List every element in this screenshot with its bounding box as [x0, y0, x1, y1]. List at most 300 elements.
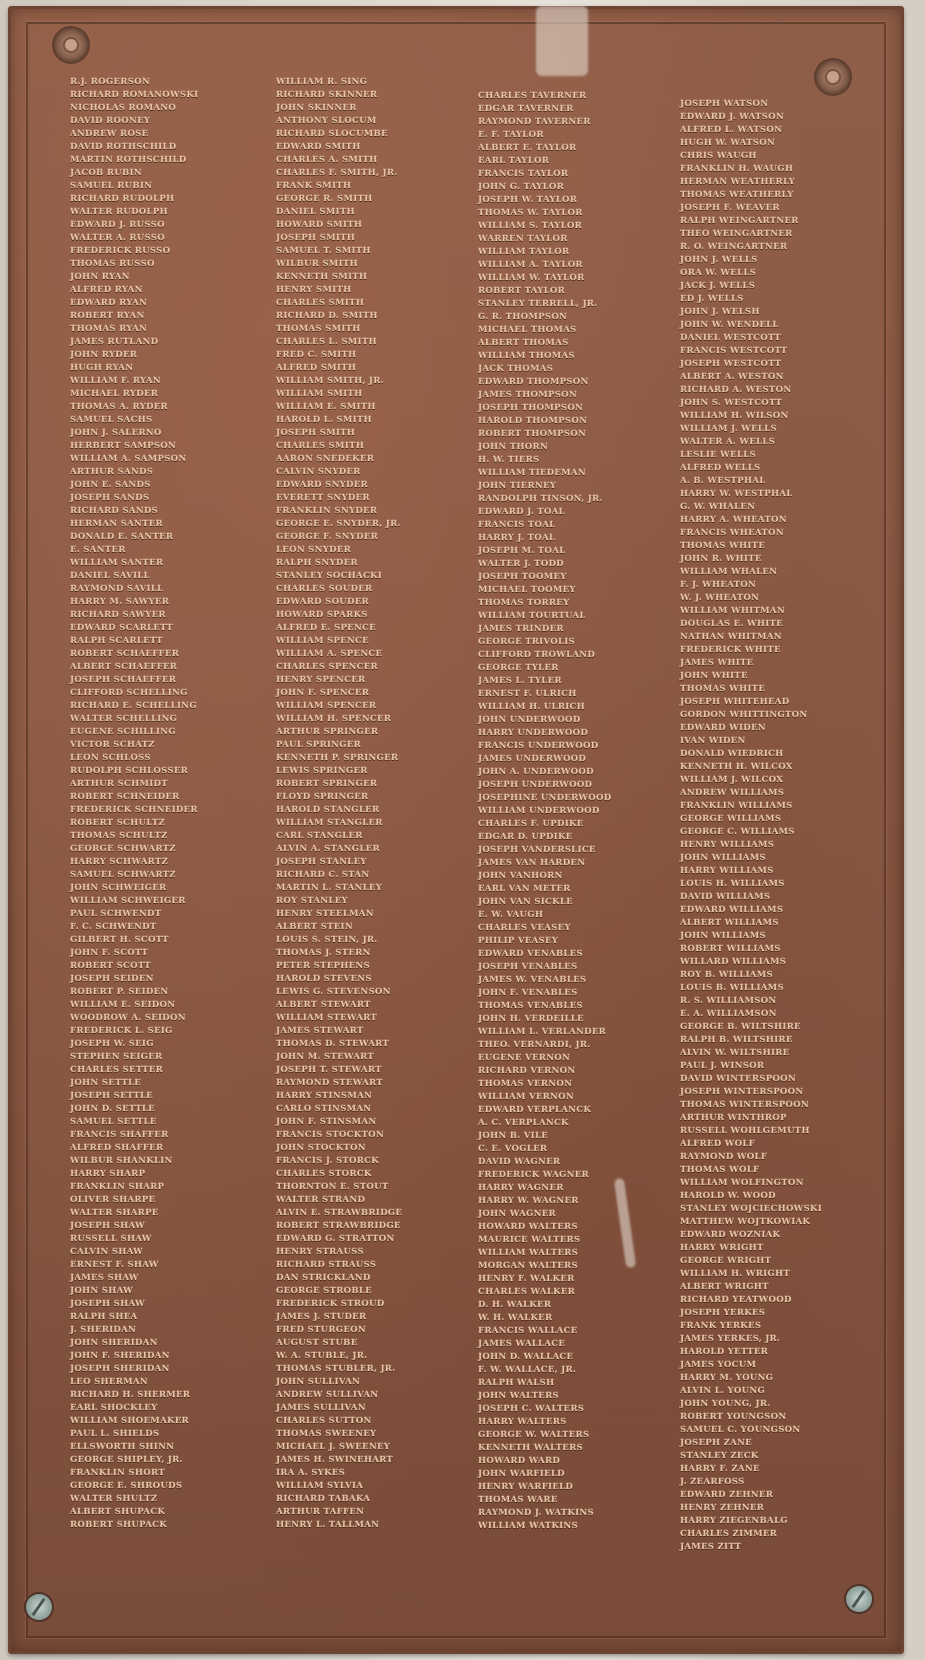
engraved-name: JAMES YOCUM	[680, 1360, 757, 1370]
engraved-name: JOHN J. WELLS	[680, 255, 758, 265]
engraved-name: ALBERT STEIN	[276, 922, 353, 932]
mounting-bolt-bottom-left	[26, 1594, 52, 1620]
engraved-name: FREDERICK SCHNEIDER	[70, 805, 198, 815]
engraved-name: JOHN THORN	[478, 442, 549, 452]
engraved-name: JOHN H. VERDEILLE	[478, 1014, 584, 1024]
engraved-name: ANDREW SULLIVAN	[276, 1390, 379, 1400]
engraved-name: JOHN WAGNER	[478, 1209, 556, 1219]
engraved-name: WILLIAM TAYLOR	[478, 247, 570, 257]
engraved-name: OLIVER SHARPE	[70, 1195, 156, 1205]
engraved-name: HAROLD STEVENS	[276, 974, 372, 984]
engraved-name: JOHN E. SANDS	[70, 480, 151, 490]
engraved-name: JOHN F. SHERIDAN	[70, 1351, 170, 1361]
engraved-name: EDWARD WIDEN	[680, 723, 766, 733]
engraved-name: JOSEPH SMITH	[276, 428, 356, 438]
engraved-name: ALFRED WELLS	[680, 463, 761, 473]
engraved-name: JOSEPH THOMPSON	[478, 403, 584, 413]
engraved-name: ALFRED E. SPENCE	[276, 623, 376, 633]
engraved-name: WILLIAM WHALEN	[680, 567, 778, 577]
engraved-name: JOSEPH UNDERWOOD	[478, 780, 593, 790]
engraved-name: CHARLES VEASEY	[478, 923, 571, 933]
engraved-name: GEORGE WILLIAMS	[680, 814, 782, 824]
engraved-name: JOSEPH WINTERSPOON	[680, 1087, 804, 1097]
name-column-4	[680, 98, 822, 1554]
engraved-name: STANLEY WOJCIECHOWSKI	[680, 1204, 823, 1214]
engraved-name: GEORGE E. SNYDER, JR.	[276, 519, 401, 529]
engraved-name: JAMES YERKES, JR.	[680, 1334, 781, 1344]
engraved-name: JAMES H. SWINEHART	[276, 1455, 394, 1465]
engraved-name: RALPH B. WILTSHIRE	[680, 1035, 793, 1045]
engraved-name: R. S. WILLIAMSON	[680, 996, 777, 1006]
engraved-name: DOUGLAS E. WHITE	[680, 619, 783, 629]
engraved-name: HAROLD YETTER	[680, 1347, 769, 1357]
engraved-name: HENRY STEELMAN	[276, 909, 374, 919]
engraved-name: GEORGE W. WALTERS	[478, 1430, 590, 1440]
engraved-name: CHRIS WAUGH	[680, 151, 757, 161]
engraved-name: VICTOR SCHATZ	[70, 740, 155, 750]
engraved-name: ERNEST F. ULRICH	[478, 689, 577, 699]
engraved-name: JOHN SULLIVAN	[276, 1377, 361, 1387]
engraved-name: FREDERICK STROUD	[276, 1299, 385, 1309]
engraved-name: JOHN WILLIAMS	[680, 853, 766, 863]
engraved-name: JAMES WHITE	[680, 658, 754, 668]
engraved-name: DANIEL SMITH	[276, 207, 355, 217]
engraved-name: EDWARD THOMPSON	[478, 377, 589, 387]
engraved-name: JOHN W. WENDELL	[680, 320, 779, 330]
engraved-name: JOSEPH YERKES	[680, 1308, 766, 1318]
engraved-name: EUGENE SCHILLING	[70, 727, 176, 737]
engraved-name: EDGAR D. UPDIKE	[478, 832, 573, 842]
engraved-name: THORNTON E. STOUT	[276, 1182, 389, 1192]
engraved-name: HOWARD SMITH	[276, 220, 363, 230]
engraved-name: THOMAS J. STERN	[276, 948, 371, 958]
engraved-name: JOSEPH SMITH	[276, 233, 356, 243]
engraved-name: CHARLES ZIMMER	[680, 1529, 778, 1539]
engraved-name: HARRY M. SAWYER	[70, 597, 170, 607]
engraved-name: RICHARD TABAKA	[276, 1494, 371, 1504]
engraved-name: RALPH SNYDER	[276, 558, 358, 568]
engraved-name: DAVID WAGNER	[478, 1157, 561, 1167]
engraved-name: FRANCIS WALLACE	[478, 1326, 578, 1336]
engraved-name: FRANCIS WESTCOTT	[680, 346, 788, 356]
engraved-name: ARTHUR SCHMIDT	[70, 779, 168, 789]
engraved-name: HENRY ZEHNER	[680, 1503, 765, 1513]
engraved-name: WILLIAM WHITMAN	[680, 606, 785, 616]
engraved-name: ALBERT A. WESTON	[680, 372, 784, 382]
engraved-name: FRED STURGEON	[276, 1325, 366, 1335]
engraved-name: RICHARD SAWYER	[70, 610, 166, 620]
engraved-name: PAUL J. WINSOR	[680, 1061, 765, 1071]
engraved-name: GEORGE TRIVOLIS	[478, 637, 575, 647]
engraved-name: KENNETH SMITH	[276, 272, 368, 282]
engraved-name: FRANKLIN H. WAUGH	[680, 164, 794, 174]
engraved-name: ALBERT E. TAYLOR	[478, 143, 577, 153]
engraved-name: HARRY M. YOUNG	[680, 1373, 774, 1383]
engraved-name: DAVID ROTHSCHILD	[70, 142, 177, 152]
engraved-name: HARRY A. WHEATON	[680, 515, 787, 525]
engraved-name: CLIFFORD SCHELLING	[70, 688, 188, 698]
engraved-name: CHARLES SOUDER	[276, 584, 373, 594]
engraved-name: JOHN J. WELSH	[680, 307, 760, 317]
engraved-name: JAMES TRINDER	[478, 624, 564, 634]
engraved-name: W. A. STUBLE, JR.	[276, 1351, 368, 1361]
engraved-name: WILLIAM SPENCER	[276, 701, 377, 711]
engraved-name: JOHN TIERNEY	[478, 481, 557, 491]
engraved-name: THOMAS SWEENEY	[276, 1429, 377, 1439]
engraved-name: HARRY ZIEGENBALG	[680, 1516, 788, 1526]
engraved-name: THOMAS RYAN	[70, 324, 148, 334]
engraved-name: EARL SHOCKLEY	[70, 1403, 158, 1413]
engraved-name: DANIEL WESTCOTT	[680, 333, 781, 343]
engraved-name: CARLO STINSMAN	[276, 1104, 372, 1114]
engraved-name: JOSEPH WATSON	[680, 99, 769, 109]
engraved-name: CHARLES STORCK	[276, 1169, 372, 1179]
engraved-name: JOHN SKINNER	[276, 103, 357, 113]
engraved-name: RAYMOND J. WATKINS	[478, 1508, 594, 1518]
engraved-name: WILLIAM STANGLER	[276, 818, 383, 828]
engraved-name: ROBERT SCHAEFFER	[70, 649, 180, 659]
engraved-name: JOSEPH SHAW	[70, 1299, 145, 1309]
engraved-name: EDWARD J. WATSON	[680, 112, 784, 122]
engraved-name: ROBERT SCOTT	[70, 961, 151, 971]
engraved-name: JOSEPH SHAW	[70, 1221, 145, 1231]
engraved-name: THOMAS WHITE	[680, 684, 766, 694]
engraved-name: RICHARD H. SHERMER	[70, 1390, 191, 1400]
engraved-name: ALFRED RYAN	[70, 285, 143, 295]
engraved-name: CHARLES SMITH	[276, 298, 365, 308]
engraved-name: ROBERT THOMPSON	[478, 429, 587, 439]
engraved-name: C. E. VOGLER	[478, 1144, 548, 1154]
engraved-name: ARTHUR SPRINGER	[276, 727, 379, 737]
engraved-name: WALTER SHULTZ	[70, 1494, 158, 1504]
engraved-name: J. SHERIDAN	[70, 1325, 137, 1335]
engraved-name: THOMAS VERNON	[478, 1079, 573, 1089]
engraved-name: JACK THOMAS	[478, 364, 554, 374]
engraved-name: JOSEPHINE UNDERWOOD	[478, 793, 612, 803]
engraved-name: PAUL L. SHIELDS	[70, 1429, 160, 1439]
engraved-name: HERBERT SAMPSON	[70, 441, 177, 451]
engraved-name: AUGUST STUBE	[276, 1338, 358, 1348]
engraved-name: HAROLD THOMPSON	[478, 416, 588, 426]
engraved-name: CALVIN SHAW	[70, 1247, 144, 1257]
engraved-name: MICHAEL TOOMEY	[478, 585, 576, 595]
engraved-name: RAYMOND STEWART	[276, 1078, 383, 1088]
engraved-name: PAUL SCHWENDT	[70, 909, 162, 919]
engraved-name: WALTER J. TODD	[478, 559, 564, 569]
engraved-name: HENRY WARFIELD	[478, 1482, 574, 1492]
engraved-name: GEORGE F. SNYDER	[276, 532, 378, 542]
engraved-name: CHARLES SMITH	[276, 441, 365, 451]
engraved-name: ROBERT SCHULTZ	[70, 818, 165, 828]
engraved-name: EDWARD SOUDER	[276, 597, 369, 607]
engraved-name: WILLIAM SMITH, JR.	[276, 376, 384, 386]
engraved-name: JOHN SHAW	[70, 1286, 133, 1296]
engraved-name: WILLIAM UNDERWOOD	[478, 806, 600, 816]
engraved-name: RICHARD STRAUSS	[276, 1260, 377, 1270]
engraved-name: JOHN SETTLE	[70, 1078, 142, 1088]
engraved-name: CHARLES TAVERNER	[478, 91, 587, 101]
engraved-name: EDWARD RYAN	[70, 298, 148, 308]
engraved-name: HERMAN WEATHERLY	[680, 177, 796, 187]
engraved-name: JOSEPH C. WALTERS	[478, 1404, 585, 1414]
engraved-name: FRED C. SMITH	[276, 350, 357, 360]
name-column-1	[70, 76, 198, 1532]
engraved-name: DONALD WIEDRICH	[680, 749, 784, 759]
engraved-name: WOODROW A. SEIDON	[70, 1013, 186, 1023]
engraved-name: JOHN B. VILE	[478, 1131, 549, 1141]
engraved-name: HOWARD WALTERS	[478, 1222, 578, 1232]
engraved-name: F. J. WHEATON	[680, 580, 757, 590]
engraved-name: JOHN A. UNDERWOOD	[478, 767, 594, 777]
engraved-name: JOSEPH T. STEWART	[276, 1065, 382, 1075]
engraved-name: FRANCIS J. STORCK	[276, 1156, 379, 1166]
engraved-name: WALTER SCHELLING	[70, 714, 178, 724]
engraved-name: JAMES WALLACE	[478, 1339, 566, 1349]
engraved-name: JOHN J. SALERNO	[70, 428, 162, 438]
engraved-name: HERMAN SANTER	[70, 519, 163, 529]
engraved-name: D. H. WALKER	[478, 1300, 552, 1310]
engraved-name: CARL STANGLER	[276, 831, 363, 841]
engraved-name: ED J. WELLS	[680, 294, 744, 304]
engraved-name: ARTHUR TAFFEN	[276, 1507, 365, 1517]
engraved-name: LEWIS SPRINGER	[276, 766, 368, 776]
engraved-name: WALTER RUDOLPH	[70, 207, 168, 217]
engraved-name: HARRY W. WESTPHAL	[680, 489, 793, 499]
engraved-name: WILLIAM A. TAYLOR	[478, 260, 583, 270]
engraved-name: CHARLES SETTER	[70, 1065, 163, 1075]
engraved-name: ALVIN A. STANGLER	[276, 844, 380, 854]
engraved-name: RICHARD C. STAN	[276, 870, 370, 880]
engraved-name: FREDERICK L. SEIG	[70, 1026, 173, 1036]
engraved-name: JAMES SULLIVAN	[276, 1403, 366, 1413]
engraved-name: HENRY L. TALLMAN	[276, 1520, 380, 1530]
engraved-name: JAMES W. VENABLES	[478, 975, 587, 985]
engraved-name: SAMUEL SETTLE	[70, 1117, 157, 1127]
engraved-name: STANLEY TERRELL, JR.	[478, 299, 598, 309]
engraved-name: ELLSWORTH SHINN	[70, 1442, 175, 1452]
engraved-name: JOSEPH SETTLE	[70, 1091, 153, 1101]
engraved-name: THOMAS VENABLES	[478, 1001, 583, 1011]
engraved-name: ROBERT RYAN	[70, 311, 145, 321]
engraved-name: JOHN S. WESTCOTT	[680, 398, 783, 408]
engraved-name: LOUIS B. WILLIAMS	[680, 983, 784, 993]
engraved-name: A. B. WESTPHAL	[680, 476, 766, 486]
engraved-name: GEORGE STROBLE	[276, 1286, 372, 1296]
engraved-name: JOSEPH SHERIDAN	[70, 1364, 170, 1374]
engraved-name: HARRY WRIGHT	[680, 1243, 764, 1253]
engraved-name: ERNEST F. SHAW	[70, 1260, 159, 1270]
engraved-name: ROBERT YOUNGSON	[680, 1412, 787, 1422]
engraved-name: A. C. VERPLANCK	[478, 1118, 569, 1128]
engraved-name: FRANCIS SHAFFER	[70, 1130, 169, 1140]
engraved-name: RAYMOND WOLF	[680, 1152, 768, 1162]
engraved-name: JOHN M. STEWART	[276, 1052, 375, 1062]
engraved-name: JOSEPH VENABLES	[478, 962, 578, 972]
engraved-name: WILLIAM H. ULRICH	[478, 702, 585, 712]
engraved-name: JOHN G. TAYLOR	[478, 182, 565, 192]
engraved-name: EUGENE VERNON	[478, 1053, 571, 1063]
engraved-name: MORGAN WALTERS	[478, 1261, 578, 1271]
engraved-name: WILLIAM H. SPENCER	[276, 714, 392, 724]
engraved-name: ALBERT THOMAS	[478, 338, 569, 348]
engraved-name: JAMES STEWART	[276, 1026, 364, 1036]
engraved-name: THOMAS SMITH	[276, 324, 361, 334]
engraved-name: MICHAEL J. SWEENEY	[276, 1442, 391, 1452]
engraved-name: RICHARD E. SCHELLING	[70, 701, 197, 711]
engraved-name: WILLIAM TOURTUAL	[478, 611, 586, 621]
engraved-name: FREDERICK WAGNER	[478, 1170, 589, 1180]
engraved-name: ALFRED SHAFFER	[70, 1143, 164, 1153]
engraved-name: DAN STRICKLAND	[276, 1273, 371, 1283]
engraved-name: CLIFFORD TROWLAND	[478, 650, 596, 660]
engraved-name: FRANKLIN SNYDER	[276, 506, 378, 516]
engraved-name: WILLIAM R. SING	[276, 77, 368, 87]
engraved-name: THOMAS W. TAYLOR	[478, 208, 583, 218]
engraved-name: HAROLD STANGLER	[276, 805, 380, 815]
engraved-name: RUDOLPH SCHLOSSER	[70, 766, 189, 776]
engraved-name: WILLIAM SANTER	[70, 558, 164, 568]
engraved-name: ARTHUR SANDS	[70, 467, 154, 477]
engraved-name: WILLIAM A. SPENCE	[276, 649, 383, 659]
engraved-name: HARRY WAGNER	[478, 1183, 564, 1193]
engraved-name: HOWARD WARD	[478, 1456, 561, 1466]
engraved-name: FRANCIS TOAL	[478, 520, 556, 530]
engraved-name: WILLIAM W. TAYLOR	[478, 273, 585, 283]
engraved-name: KENNETH WALTERS	[478, 1443, 583, 1453]
engraved-name: JOSEPH VANDERSLICE	[478, 845, 596, 855]
engraved-name: LEWIS G. STEVENSON	[276, 987, 391, 997]
engraved-name: JOSEPH W. SEIG	[70, 1039, 154, 1049]
engraved-name: MARTIN L. STANLEY	[276, 883, 383, 893]
engraved-name: DONALD E. SANTER	[70, 532, 174, 542]
engraved-name: JOHN YOUNG, JR.	[680, 1399, 771, 1409]
engraved-name: ALVIN W. WILTSHIRE	[680, 1048, 790, 1058]
engraved-name: HUGH RYAN	[70, 363, 134, 373]
engraved-name: THOMAS A. RYDER	[70, 402, 168, 412]
engraved-name: FRANKLIN SHORT	[70, 1468, 165, 1478]
engraved-name: WILLARD WILLIAMS	[680, 957, 787, 967]
engraved-name: GEORGE SHIPLEY, JR.	[70, 1455, 183, 1465]
engraved-name: EDWARD VENABLES	[478, 949, 583, 959]
engraved-name: HARRY F. ZANE	[680, 1464, 760, 1474]
engraved-name: WILLIAM E. SEIDON	[70, 1000, 176, 1010]
engraved-name: JAMES VAN HARDEN	[478, 858, 586, 868]
engraved-name: JOHN F. VENABLES	[478, 988, 578, 998]
engraved-name: JOSEPH WESTCOTT	[680, 359, 782, 369]
engraved-name: WILBUR SHANKLIN	[70, 1156, 173, 1166]
engraved-name: R.J. ROGERSON	[70, 77, 150, 87]
engraved-name: CHARLES WALKER	[478, 1287, 576, 1297]
engraved-name: ROBERT P. SEIDEN	[70, 987, 169, 997]
engraved-name: GEORGE C. WILLIAMS	[680, 827, 795, 837]
engraved-name: E. SANTER	[70, 545, 126, 555]
engraved-name: JAMES J. STUDER	[276, 1312, 367, 1322]
engraved-name: HOWARD SPARKS	[276, 610, 368, 620]
engraved-name: EARL VAN METER	[478, 884, 571, 894]
engraved-name: JOSEPH WHITEHEAD	[680, 697, 790, 707]
name-column-3	[478, 90, 611, 1533]
engraved-name: THOMAS WHITE	[680, 541, 766, 551]
engraved-name: ARTHUR WINTHROP	[680, 1113, 787, 1123]
engraved-name: RALPH SCARLETT	[70, 636, 163, 646]
engraved-name: FRANCIS TAYLOR	[478, 169, 569, 179]
engraved-name: HENRY F. WALKER	[478, 1274, 575, 1284]
engraved-name: RAYMOND SAVILL	[70, 584, 164, 594]
engraved-name: THOMAS WARE	[478, 1495, 558, 1505]
engraved-name: RICHARD SKINNER	[276, 90, 378, 100]
engraved-name: RICHARD VERNON	[478, 1066, 576, 1076]
engraved-name: ROBERT SHUPACK	[70, 1520, 167, 1530]
engraved-name: ALBERT WRIGHT	[680, 1282, 769, 1292]
engraved-name: GILBERT H. SCOTT	[70, 935, 169, 945]
engraved-name: W. H. WALKER	[478, 1313, 553, 1323]
engraved-name: ROBERT SCHNEIDER	[70, 792, 180, 802]
engraved-name: ALFRED L. WATSON	[680, 125, 783, 135]
engraved-name: THOMAS D. STEWART	[276, 1039, 390, 1049]
engraved-name: WILLIAM J. WILCOX	[680, 775, 784, 785]
engraved-name: HENRY STRAUSS	[276, 1247, 364, 1257]
engraved-name: JOSEPH ZANE	[680, 1438, 752, 1448]
engraved-name: WALTER STRAND	[276, 1195, 366, 1205]
engraved-name: EDWARD WILLIAMS	[680, 905, 784, 915]
engraved-name: HARRY J. TOAL	[478, 533, 556, 543]
engraved-name: LOUIS H. WILLIAMS	[680, 879, 785, 889]
engraved-name: CHARLES A. SMITH	[276, 155, 378, 165]
engraved-name: ANDREW WILLIAMS	[680, 788, 785, 798]
engraved-name: GEORGE E. SHROUDS	[70, 1481, 183, 1491]
engraved-name: JOHN SCHWEIGER	[70, 883, 167, 893]
engraved-name: ROBERT TAYLOR	[478, 286, 566, 296]
engraved-name: JAMES ZITT	[680, 1542, 742, 1552]
engraved-name: R. O. WEINGARTNER	[680, 242, 788, 252]
engraved-name: EDWARD J. TOAL	[478, 507, 565, 517]
engraved-name: WILLIAM STEWART	[276, 1013, 378, 1023]
engraved-name: WALTER SHARPE	[70, 1208, 159, 1218]
engraved-name: F. W. WALLACE, JR.	[478, 1365, 577, 1375]
engraved-name: W. J. WHEATON	[680, 593, 760, 603]
engraved-name: RALPH WEINGARTNER	[680, 216, 799, 226]
engraved-name: CALVIN SNYDER	[276, 467, 361, 477]
engraved-name: FLOYD SPRINGER	[276, 792, 369, 802]
engraved-name: JOHN UNDERWOOD	[478, 715, 581, 725]
engraved-name: GEORGE R. SMITH	[276, 194, 373, 204]
engraved-name: WILLIAM WATKINS	[478, 1521, 578, 1531]
engraved-name: SAMUEL SCHWARTZ	[70, 870, 176, 880]
engraved-name: RICHARD A. WESTON	[680, 385, 792, 395]
engraved-name: RICHARD ROMANOWSKI	[70, 90, 199, 100]
engraved-name: WILLIAM J. WELLS	[680, 424, 777, 434]
engraved-name: FRANCIS WHEATON	[680, 528, 784, 538]
engraved-name: J. ZEARFOSS	[680, 1477, 745, 1487]
engraved-name: ALBERT SHUPACK	[70, 1507, 166, 1517]
engraved-name: MICHAEL RYDER	[70, 389, 159, 399]
engraved-name: JOHN WHITE	[680, 671, 748, 681]
engraved-name: CHARLES SPENCER	[276, 662, 378, 672]
engraved-name: JOHN D. WALLACE	[478, 1352, 574, 1362]
engraved-name: JOSEPH SEIDEN	[70, 974, 154, 984]
engraved-name: EDWARD SNYDER	[276, 480, 368, 490]
engraved-name: MICHAEL THOMAS	[478, 325, 577, 335]
engraved-name: ALFRED WOLF	[680, 1139, 755, 1149]
engraved-name: KENNETH P. SPRINGER	[276, 753, 399, 763]
engraved-name: ALBERT SCHAEFFER	[70, 662, 178, 672]
engraved-name: THEO WEINGARTNER	[680, 229, 793, 239]
engraved-name: G. R. THOMPSON	[478, 312, 568, 322]
engraved-name: WARREN TAYLOR	[478, 234, 568, 244]
engraved-name: HARRY UNDERWOOD	[478, 728, 589, 738]
engraved-name: DAVID ROONEY	[70, 116, 151, 126]
engraved-name: GEORGE TYLER	[478, 663, 559, 673]
